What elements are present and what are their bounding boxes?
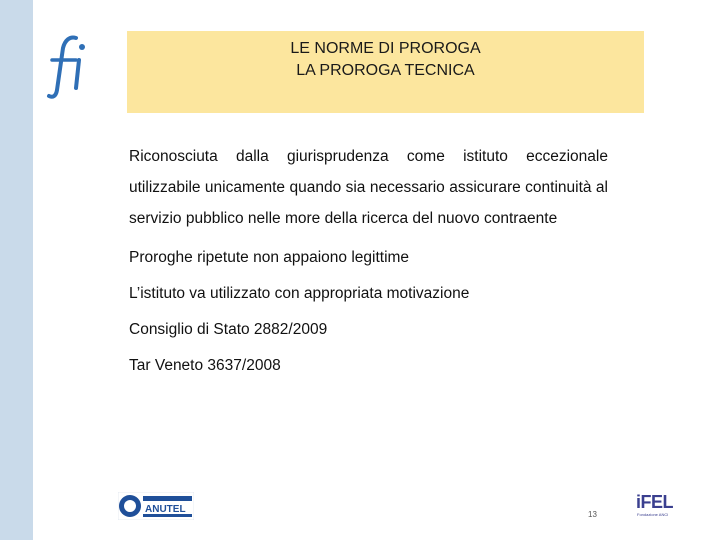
paragraph-1 <box>129 141 608 234</box>
paragraph-3: L’istituto va utilizzato con appropriata motivazione <box>129 285 470 302</box>
ifel-logo-text: iFEL <box>636 492 673 512</box>
page-number: 13 <box>588 510 597 519</box>
paragraph-1-line: continuità al servizio pubblico nelle more della ricerca del <box>129 179 608 227</box>
ifel-logo <box>636 492 673 520</box>
paragraph-2: Proroghe ripetute non appaiono legittime <box>129 249 410 266</box>
fi-logo-icon <box>46 30 96 102</box>
paragraph-5: Tar Veneto 3637/2008 <box>129 357 281 374</box>
side-strip <box>0 0 33 540</box>
anutel-logo-icon <box>118 492 194 520</box>
anutel-logo-text: ANUTEL <box>145 504 186 515</box>
paragraph-1-line: utilizzabile unicamente quando sia necessario assicurare <box>129 179 521 196</box>
paragraph-4: Consiglio di Stato 2882/2009 <box>129 321 328 338</box>
paragraph-1-line: Riconosciuta dalla giurisprudenza come istituto eccezionale <box>129 148 608 165</box>
title-box <box>127 31 644 113</box>
title-line-1: LE NORME DI PROROGA <box>290 40 481 57</box>
title-line-2: LA PROROGA TECNICA <box>296 62 475 79</box>
body-text <box>129 141 608 376</box>
paragraph-1-line: nuovo contraente <box>437 210 558 227</box>
ifel-logo-subtext: Fondazione ANCI <box>637 512 669 517</box>
